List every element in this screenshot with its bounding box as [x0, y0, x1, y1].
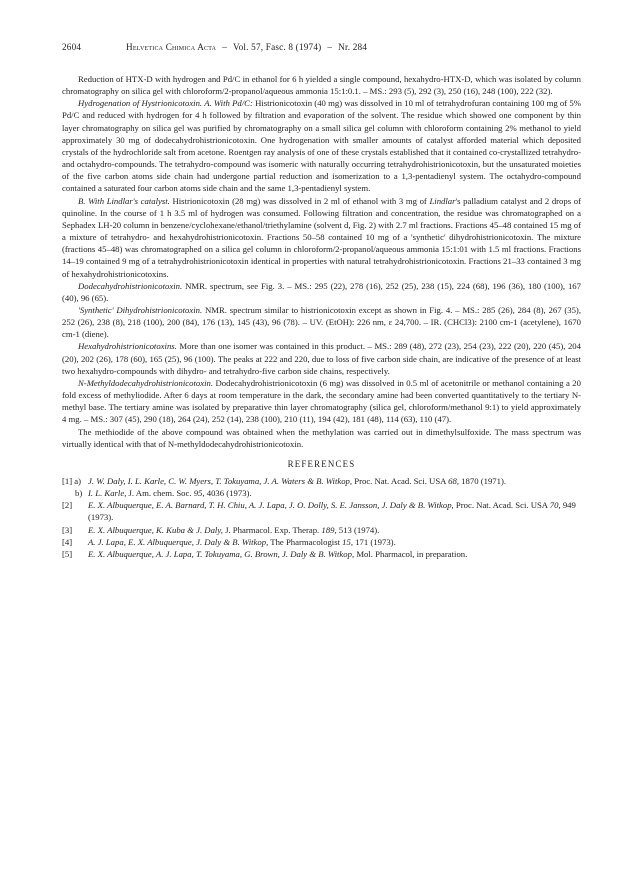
reference-item: [3] E. X. Albuquerque, K. Kuba & J. Daly, J. Pharmacol. Exp. Therap. 189, 513 (1974).: [62, 524, 380, 535]
reference-item: [2] E. X. Albuquerque, E. A. Barnard, T. H. Chiu, A. J. Lapa, J. O. Dolly, S. E. Jansson, J. Daly & B. Witkop, Proc. Nat. Acad. Sci. USA 70, 949 (1973).: [62, 500, 576, 523]
paragraph-dodecahydro: Dodecahydrohistrionicotoxin. NMR. spectrum, see Fig. 3. – MS.: 295 (22), 278 (16), 252 (25), 238 (15), 224 (68), 196 (36), 180 (100), 167 (40), 96 (65).: [62, 280, 581, 303]
references-title: REFERENCES: [287, 458, 356, 469]
section-heading: N-Methyldodecahydrohistrionicotoxin.: [78, 377, 214, 388]
reference-item: b) I. L. Karle, J. Am. chem. Soc. 95, 4036 (1973).: [75, 488, 252, 499]
journal-name: Helvetica Chimica Acta: [126, 42, 217, 52]
volume-info: Vol. 57, Fasc. 8 (1974): [232, 42, 322, 52]
section-heading: 'Synthetic' Dihydrohistrionicotoxin.: [78, 304, 203, 315]
paragraph-synthetic-dihydro: 'Synthetic' Dihydrohistrionicotoxin. NMR. spectrum similar to histrionicotoxin except as shown in Fig. 4. – MS.: 285 (26), 284 (8), 267 (35), 252 (26), 238 (8), 218 (100), 200 (84), 176 (13), 145 (43), 96 (78). – UV. (EtOH): 226 nm, ε 24,700. – IR. (CHCl3): 2100 cm-1 (acetylene), 1670 cm-1 (diene).: [62, 304, 581, 340]
paragraph-reduction: Reduction of HTX-D with hydrogen and Pd/C in ethanol for 6 h yielded a single compound, hexahydro-HTX-D, which was isolated by column chromatography on silica gel with chloroform/2-propanol/aqueous ammonia 15:1:0.1. – MS.: 293 (5), 292 (3), 250 (16), 248 (100), 222 (32).: [62, 74, 581, 97]
paragraph-n-methyl: N-Methyldodecahydrohistrionicotoxin. Dodecahydrohistrionicotoxin (6 mg) was dissolved in 0.5 ml of acetonitrile or methanol containing a 20 fold excess of methyliodide. After 6 days at room temperature in the dark, the secondary amine had been converted quantitatively to the tertiary N-methyl base. The tertiary amine was isolated by preparative thin layer chromatography (silica gel, chloroform/methanol 9:1) to yield approximately 4 mg. – MS.: 307 (45), 290 (18), 264 (24), 252 (14), 238 (100), 210 (11), 194 (42), 181 (48), 114 (63), 110 (47).: [62, 377, 581, 425]
section-heading: Hexahydrohistrionicotoxins.: [78, 341, 177, 352]
reference-item: [5] E. X. Albuquerque, A. J. Lapa, T. Tokuyama, G. Brown, J. Daly & B. Witkop, Mol. Pharmacol, in preparation.: [62, 548, 468, 559]
section-heading: Dodecahydrohistrionicotoxin.: [78, 280, 183, 291]
article-number: Nr. 284: [338, 42, 368, 52]
paragraph-methiodide: The methiodide of the above compound was obtained when the methylation was carried out in dimethylsulfoxide. The mass spectrum was virtually identical with that of N-methyldodecahydrohistrionicotoxin.: [62, 426, 581, 449]
page-number: 2604: [62, 42, 82, 52]
reference-item: [4] A. J. Lapa, E. X. Albuquerque, J. Daly & B. Witkop, The Pharmacologist 15, 171 (1973).: [62, 536, 396, 547]
section-heading: B. With: [78, 195, 105, 206]
reference-item: [1] a) J. W. Daly, I. L. Karle, C. W. Myers, T. Tokuyama, J. A. Waters & B. Witkop, Proc. Nat. Acad. Sci. USA 68, 1870 (1971).: [62, 476, 507, 486]
paragraph-hexahydro: Hexahydrohistrionicotoxins. More than one isomer was contained in this product. – MS.: 289 (48), 272 (23), 254 (23), 222 (20), 220 (45), 204 (20), 202 (26), 178 (60), 165 (25), 96 (100). The peaks at 222 and 220, due to loss of five carbon side chain, are indicative of the presence of at least two hexahydro-compounds with dihydro- and tetrahydro-five carbon side chains, respectively.: [62, 341, 581, 376]
paragraph-hydrogenation-b: B. With Lindlar's catalyst. Histrionicotoxin (28 mg) was dissolved in 2 ml of ethanol with 3 mg of Lindlar's palladium catalyst and 2 drops of quinoline. In the course of 1 h 3.5 ml of hydrogen was consumed. Following filtration and concentration, the residue was chromatographed on a Sephadex LH-20 column in benzene/cyclohexane/ethanol/triethylamine (solvent d, Fig. 2) with 2.7 ml fractions. Fractions 45–48 contained 15 mg of a mixture of tetrahydro- and hexahydrohistrionicotoxin. Fractions 50–58 contained 10 mg of a 'synthetic' dihydrohistrionicotoxin. The mixture (fractions 45–48) was chromatographed on a silica gel column in chloroform/2-propanol/aqueous ammonia 15:1:01 with 1.5 ml fractions. Fractions 14–19 contained 9 mg of a tetrahydrohistrionicotoxin identical in properties with natural tetrahydrohistrionicotoxin. Fractions 21–33 contained 3 mg of hexahydrohistrionicotoxins.: [62, 195, 581, 279]
reference-list: [62, 475, 581, 560]
journal-page: [62, 41, 581, 560]
header-dash: –: [327, 42, 333, 52]
section-heading: Hydrogenation of Hystrionicotoxin. A. With Pd/C:: [78, 98, 253, 109]
running-header: [62, 41, 581, 55]
paragraph-hydrogenation-a: Hydrogenation of Hystrionicotoxin. A. With Pd/C: Histrionicotoxin (40 mg) was dissolved in 10 ml of tetrahydrofuran containing 100 mg of 5% Pd/C and reduced with hydrogen for 4 h followed by filtration and evaporation of the solvent. The residue which showed one component by thin layer chromatography on silica gel was purified by chromatography on a small silica gel column with chloroform containing 2% methanol to yield approximately 30 mg of dodecahydrohistrionicotoxin. One hydrogenation with smaller amounts of catalyst afforded material which deposited crystals of the hydrochloride salt from acetone. Roentgen ray analysis of one of these crystals established that it contained co-crystallized tetrahydro- and octahydro-compounds. The tetrahydro-compound was isomeric with naturally occurring tetrahydrohistrionicotoxin, but the unsaturated moieties of the five carbon atoms side chain had undergone partial reduction and isomerization to a 1,3-pentadienyl system. The octahydro-compound contained a saturated four carbon atoms side chain and the same 1,3-pentadienyl system.: [62, 98, 581, 194]
header-dash: –: [222, 42, 227, 52]
